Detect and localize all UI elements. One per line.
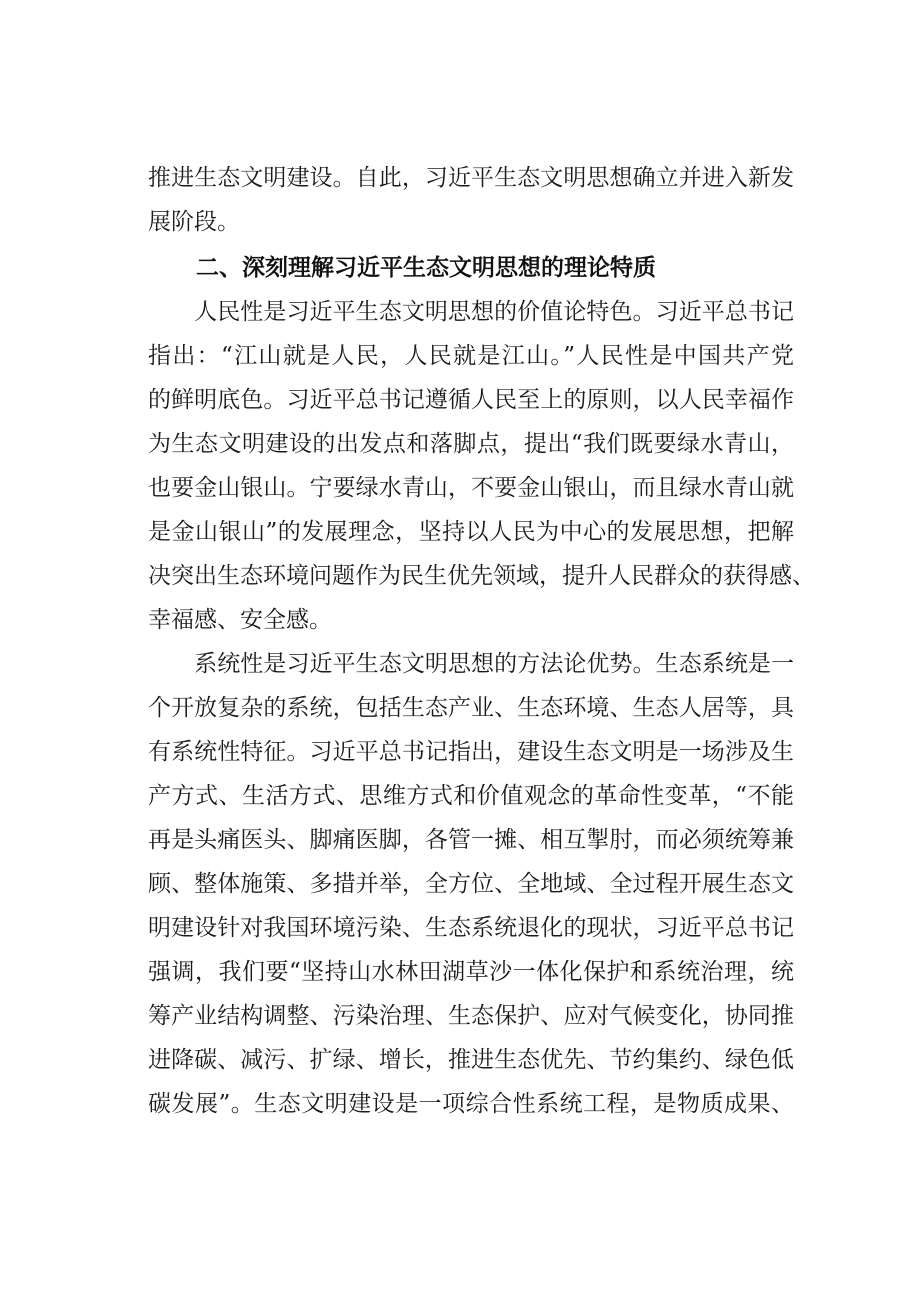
paragraph-line: 决突出生态环境问题作为民生优先领域，提升人民群众的获得感、 — [148, 563, 815, 589]
paragraph-line: 指出：“江山就是人民，人民就是江山。”人民性是中国共产党 — [148, 343, 794, 369]
paragraph-line: 为生态文明建设的出发点和落脚点，提出“我们既要绿水青山， — [148, 431, 794, 457]
paragraph-line: 的鲜明底色。习近平总书记遵循人民至上的原则，以人民幸福作 — [148, 387, 794, 413]
paragraph-line: 有系统性特征。习近平总书记指出，建设生态文明是一场涉及生 — [148, 739, 794, 765]
paragraph-line: 系统性是习近平生态文明思想的方法论优势。生态系统是一 — [148, 651, 794, 677]
paragraph-line: 个开放复杂的系统，包括生态产业、生态环境、生态人居等，具 — [148, 695, 794, 721]
paragraph-line: 展阶段。 — [148, 209, 240, 235]
paragraph-line: 也要金山银山。宁要绿水青山，不要金山银山，而且绿水青山就 — [148, 475, 794, 501]
paragraph-line: 人民性是习近平生态文明思想的价值论特色。习近平总书记 — [148, 299, 794, 325]
paragraph-line: 产方式、生活方式、思维方式和价值观念的革命性变革，“不能 — [148, 783, 794, 809]
section-heading: 二、深刻理解习近平生态文明思想的理论特质 — [196, 255, 656, 281]
paragraph-line: 是金山银山”的发展理念，坚持以人民为中心的发展思想，把解 — [148, 519, 794, 545]
paragraph-line: 强调，我们要“坚持山水林田湖草沙一体化保护和系统治理，统 — [148, 959, 794, 985]
paragraph-line: 幸福感、安全感。 — [148, 607, 332, 633]
paragraph-line: 再是头痛医头、脚痛医脚，各管一摊、相互掣肘，而必须统筹兼 — [148, 827, 794, 853]
paragraph-line: 顾、整体施策、多措并举，全方位、全地域、全过程开展生态文 — [148, 871, 794, 897]
paragraph-line: 进降碳、减污、扩绿、增长，推进生态优先、节约集约、绿色低 — [148, 1047, 794, 1073]
paragraph-line: 推进生态文明建设。自此，习近平生态文明思想确立并进入新发 — [148, 165, 794, 191]
paragraph-line: 碳发展”。生态文明建设是一项综合性系统工程，是物质成果、 — [148, 1091, 794, 1117]
paragraph-line: 明建设针对我国环境污染、生态系统退化的现状，习近平总书记 — [148, 915, 794, 941]
paragraph-line: 筹产业结构调整、污染治理、生态保护、应对气候变化，协同推 — [148, 1003, 794, 1029]
